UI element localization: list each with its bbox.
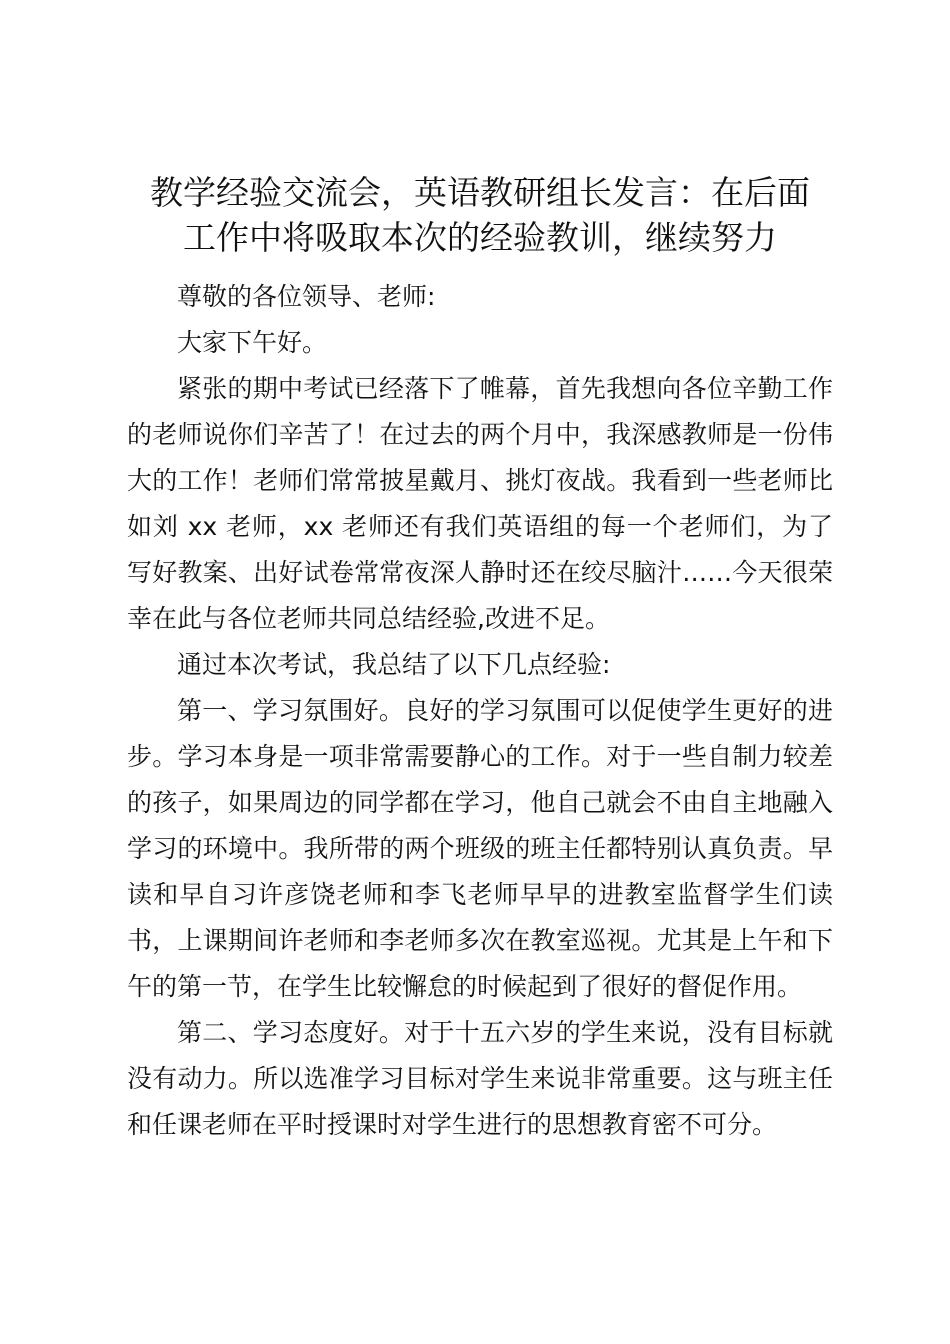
document-page: [127, 170, 833, 1148]
paragraph-summary-lead: 通过本次考试，我总结了以下几点经验:: [177, 650, 611, 679]
paragraph-point-two: 第二、学习态度好。对于十五六岁的学生来说，没有目标就没有动力。所以选准学习目标对学生来说非常重要。这与班主任和任课老师在平时授课时对学生进行的思想教育密不可分。: [127, 1018, 833, 1139]
greeting: 大家下午好。: [177, 328, 328, 357]
paragraph-point-one: 第一、学习氛围好。良好的学习氛围可以促使学生更好的进步。学习本身是一项非常需要静心的工作。对于一些自制力较差的孩子，如果周边的同学都在学习，他自己就会不由自主地融入学习的环境中。我所带的两个班级的班主任都特别认真负责。早读和早自习许彦饶老师和李飞老师早早的进教室监督学生们读书，上课期间许老师和李老师多次在教室巡视。尤其是上午和下午的第一节，在学生比较懈怠的时候起到了很好的督促作用。: [127, 696, 833, 1001]
document-body: [127, 274, 833, 1148]
title-line-1: 教学经验交流会，英语教研组长发言：在后面: [150, 173, 810, 212]
paragraph-intro: 紧张的期中考试已经落下了帷幕，首先我想向各位辛勤工作的老师说你们辛苦了！在过去的两个月中，我深感教师是一份伟大的工作！老师们常常披星戴月、挑灯夜战。我看到一些老师比如刘 xx 老师，xx 老师还有我们英语组的每一个老师们，为了写好教案、出好试卷常常夜深人静时还在绞尽脑汁……今天很荣幸在此与各位老师共同总结经验,改进不足。: [127, 374, 833, 633]
document-title: [127, 170, 833, 260]
title-line-2: 工作中将吸取本次的经验教训，继续努力: [183, 218, 777, 257]
salutation: 尊敬的各位领导、老师:: [177, 282, 436, 311]
